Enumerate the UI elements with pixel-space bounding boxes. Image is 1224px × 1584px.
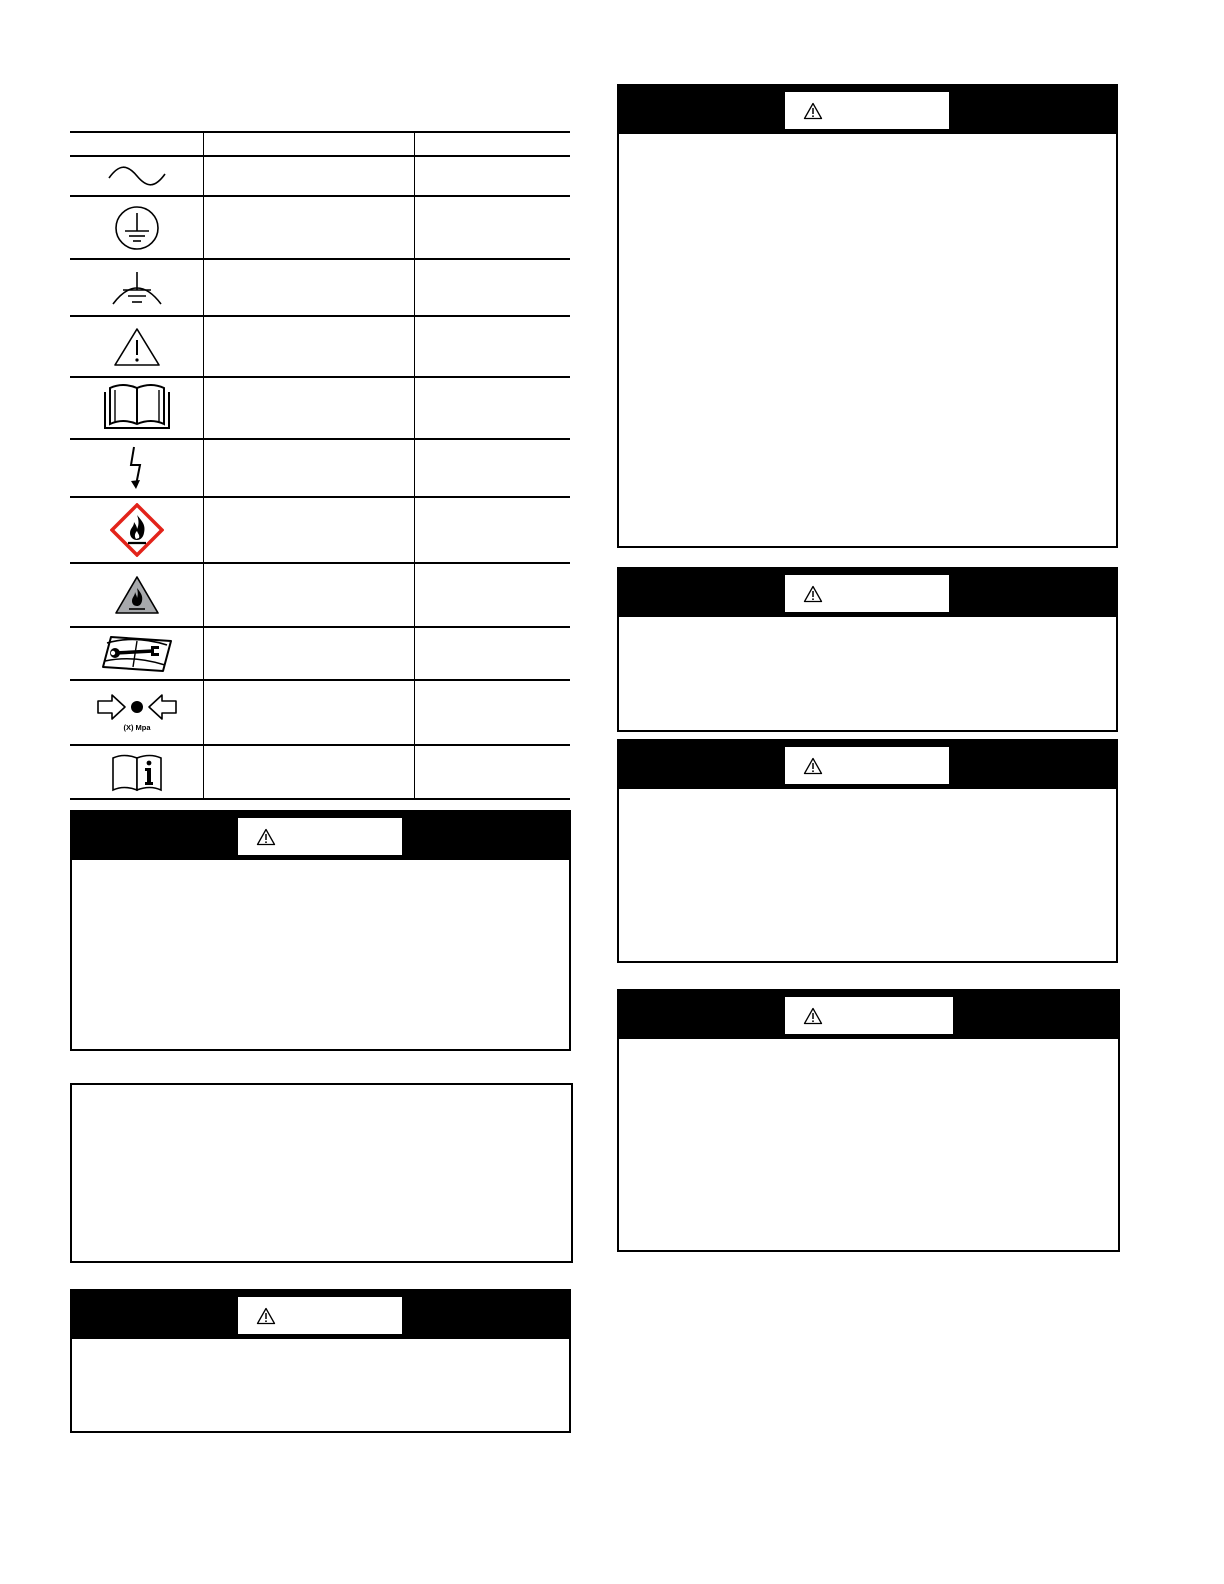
- alert-triangle-icon: [803, 102, 823, 120]
- table-row: [70, 197, 570, 260]
- warning-box: [617, 989, 1120, 1252]
- header-description: [204, 133, 415, 155]
- alert-triangle-icon: [803, 757, 823, 775]
- row-description: [204, 746, 415, 798]
- table-row: [70, 628, 570, 681]
- alert-triangle-icon: [256, 1307, 276, 1325]
- service-manual-icon: [99, 633, 175, 675]
- table-row: [70, 317, 570, 378]
- warning-box: [617, 567, 1118, 732]
- table-row: [70, 498, 570, 564]
- row-description: [204, 681, 415, 744]
- table-row: [70, 746, 570, 800]
- row-description: [204, 378, 415, 438]
- flammable-ghs-icon: [110, 503, 164, 557]
- signal-word-tag: [785, 997, 953, 1034]
- table-row: [70, 564, 570, 628]
- header-note: [415, 133, 570, 155]
- table-row: [70, 157, 570, 197]
- signal-word-tag: [785, 575, 949, 612]
- table-row: [70, 681, 570, 746]
- protective-earth-icon: [113, 204, 161, 252]
- row-note: [415, 746, 570, 798]
- row-description: [204, 628, 415, 679]
- row-note: [415, 317, 570, 376]
- row-description: [204, 564, 415, 626]
- row-note: [415, 197, 570, 258]
- row-description: [204, 260, 415, 315]
- alert-triangle-icon: [256, 828, 276, 846]
- alert-triangle-icon: [803, 1007, 823, 1025]
- row-note: [415, 681, 570, 744]
- row-description: [204, 157, 415, 195]
- table-row: [70, 260, 570, 317]
- row-description: [204, 498, 415, 562]
- note-box: [70, 1083, 573, 1263]
- pressure-mpa-label: (X) Mpa: [122, 722, 151, 732]
- row-note: [415, 440, 570, 496]
- alternating-current-icon: [107, 164, 167, 188]
- row-note: [415, 564, 570, 626]
- row-description: [204, 317, 415, 376]
- operator-manual-icon: [101, 384, 173, 432]
- symbol-table: [70, 131, 570, 800]
- warning-box: [70, 810, 571, 1051]
- flammable-refrigerant-warning-icon: [114, 574, 160, 616]
- signal-word-tag: [238, 1297, 402, 1334]
- signal-word-tag: [785, 747, 949, 784]
- warning-box: [70, 1289, 571, 1433]
- caution-triangle-icon: [112, 326, 162, 368]
- row-note: [415, 498, 570, 562]
- header-symbol: [70, 133, 204, 155]
- warning-box: [617, 739, 1118, 963]
- chassis-ground-icon: [109, 268, 165, 308]
- row-note: [415, 378, 570, 438]
- row-note: [415, 260, 570, 315]
- table-row: [70, 440, 570, 498]
- warning-box: [617, 84, 1118, 548]
- row-note: [415, 157, 570, 195]
- row-description: [204, 440, 415, 496]
- pressure-mpa-icon: [95, 693, 179, 733]
- row-note: [415, 628, 570, 679]
- signal-word-tag: [238, 818, 402, 855]
- information-manual-icon: [110, 752, 164, 792]
- table-row: [70, 378, 570, 440]
- alert-triangle-icon: [803, 585, 823, 603]
- row-description: [204, 197, 415, 258]
- dangerous-voltage-icon: [125, 445, 149, 491]
- signal-word-tag: [785, 92, 949, 129]
- symbol-table-header: [70, 131, 570, 157]
